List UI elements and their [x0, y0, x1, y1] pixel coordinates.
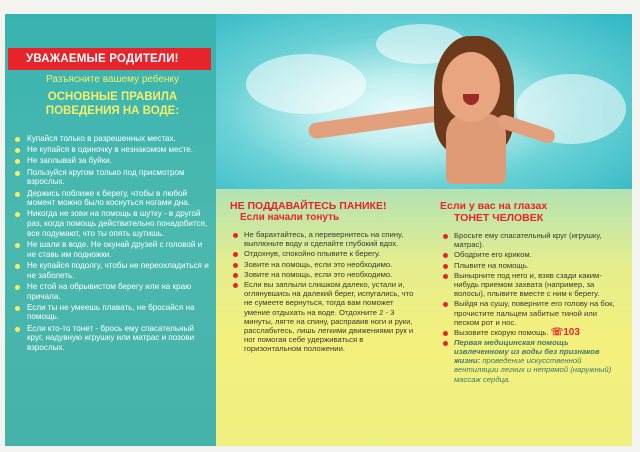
list-item: [440, 338, 618, 383]
list-item: [440, 250, 618, 259]
drowning-subheading: Если начали тонуть: [240, 212, 340, 223]
bullet-icon: [443, 253, 448, 258]
list-item: [13, 168, 211, 187]
bullet-icon: [233, 252, 238, 257]
girl-face: [442, 52, 500, 122]
bullet-icon: [15, 148, 20, 153]
bullet-icon: [15, 243, 20, 248]
bullet-icon: [443, 341, 448, 346]
item-text: Отдохнув, спокойно плывите к берегу.: [244, 249, 381, 259]
item-text: Бросьте ему спасательный круг (игрушку, матрас).: [454, 231, 602, 250]
panic-section: [230, 200, 415, 354]
ambulance-phone-number: 103: [563, 326, 580, 338]
bullet-icon: [15, 171, 20, 176]
rule-text: Пользуйся кругом только под присмотром взрослых.: [27, 167, 185, 187]
rules-list: [13, 134, 211, 354]
rule-text: Не заплывай за буйки.: [27, 156, 113, 166]
list-item: [440, 261, 618, 270]
first-aid-text: проведение искусственной вентиляции легких и непрямой (наружный) массаж сердца.: [454, 356, 612, 384]
bullet-icon: [443, 264, 448, 269]
intro-text: Разъясните вашему ребенку: [45, 74, 180, 85]
bullet-icon: [15, 137, 20, 142]
rule-text: Не купайся в одиночку в незнакомом месте.: [27, 145, 193, 155]
list-item: [440, 299, 618, 326]
panic-list: [230, 230, 415, 353]
bullet-icon: [443, 234, 448, 239]
list-item: [230, 270, 415, 279]
bullet-icon: [233, 263, 238, 268]
rescue-section: [440, 200, 618, 385]
item-text: Зовите на помощь, если это необходимо.: [244, 259, 393, 269]
item-text: Плывите на помощь.: [454, 260, 529, 270]
panic-heading: НЕ ПОДДАВАЙТЕСЬ ПАНИКЕ!: [230, 200, 387, 212]
bullet-icon: [15, 327, 20, 332]
item-text: Зовите на помощь, если это необходимо.: [244, 269, 393, 279]
bullet-icon: [15, 212, 20, 217]
rule-text: Не стой на обрывистом берегу или на краю причала.: [27, 281, 192, 301]
rule-text: Если кто-то тонет - брось ему спасательный круг, надувную игрушку или матрас и позови взрослых.: [27, 323, 195, 353]
rule-text: Купайся только в разрешенных местах.: [27, 134, 176, 143]
phone-icon: ☏: [550, 326, 564, 338]
rule-text: Не шали в воде. Не окунай друзей с головой и не ставь им подножки.: [27, 240, 203, 259]
bullet-icon: [233, 283, 238, 288]
rules-title: [15, 90, 210, 118]
list-item: [13, 209, 211, 238]
rules-title-line-2: ПОВЕДЕНИЯ НА ВОДЕ:: [45, 105, 180, 117]
list-item: [13, 240, 211, 259]
bullet-icon: [443, 302, 448, 307]
rule-text: Никогда не зови на помощь в шутку - в другой раз, когда помощь действительно понадобится, все подумают, что ты опять шутишь.: [27, 209, 208, 238]
list-item: [13, 324, 211, 353]
call-ambulance-text: Вызовите скорую помощь.: [454, 327, 549, 337]
list-item: [230, 260, 415, 269]
parents-banner: УВАЖАЕМЫЕ РОДИТЕЛИ!: [8, 48, 211, 70]
list-item: [13, 134, 211, 144]
list-item: [13, 261, 211, 280]
list-item: [13, 282, 211, 301]
list-item: [440, 328, 618, 337]
item-text: Вынырните под него и, взяв сзади каким-нибудь приемом захвата (например, за волосы), плывите вместе с ним к берегу.: [454, 270, 602, 299]
bullet-icon: [15, 159, 20, 164]
bullet-icon: [15, 306, 20, 311]
bullet-icon: [15, 285, 20, 290]
bullet-icon: [443, 274, 448, 279]
rescue-list: [440, 231, 618, 384]
bullet-icon: [233, 233, 238, 238]
first-aid-heading: Первая медицинская помощь извлеченному из воды без признаков жизни:: [454, 338, 600, 366]
leaflet-sheet: [5, 14, 632, 446]
bullet-icon: [15, 264, 20, 269]
list-item: [13, 303, 211, 322]
drowning-person-heading: ТОНЕТ ЧЕЛОВЕК: [454, 212, 544, 224]
water-splash: [246, 54, 366, 114]
item-text: Выйдя на сушу, поверните его голову на бок, прочистите пальцем забитые тиной или песком рот и нос.: [454, 299, 615, 327]
item-text: Если вы заплыли слишком далеко, устали и, оглянувшись на далекий берег, испугались, что не сумеете вернуться, тогда вам поможет умение отдыхать на воде. Отдохните 2 - 3 минуты, лягте на спину, расправив ноги и руки, расслабьтесь, лишь легкими движениями рук и ног помогая себе удерживаться в горизонтальном положении.: [244, 280, 414, 353]
rules-title-line-1: ОСНОВНЫЕ ПРАВИЛА: [47, 91, 178, 103]
item-text: Ободрите его криком.: [454, 250, 532, 260]
list-item: [230, 280, 415, 353]
bullet-icon: [443, 331, 448, 336]
rescue-heading: Если у вас на глазах: [440, 200, 548, 212]
swimming-girl-photo: [216, 14, 632, 189]
list-item: [13, 156, 211, 166]
bullet-icon: [233, 273, 238, 278]
rule-text: Держись поближе к берегу, чтобы в любой момент можно было коснуться ногами дна.: [27, 188, 191, 208]
list-item: [230, 249, 415, 258]
list-item: [440, 231, 618, 249]
rule-text: Не купайся подолгу, чтобы не переохладиться и не заболеть.: [27, 260, 209, 280]
item-text: Не барахтайтесь, а перевернитесь на спину, выплюньте воду и сделайте глубокий вдох.: [244, 230, 404, 249]
list-item: [230, 230, 415, 248]
left-panel: [5, 14, 216, 446]
bullet-icon: [15, 192, 20, 197]
list-item: [440, 271, 618, 298]
rule-text: Если ты не умеешь плавать, не бросайся на помощь.: [27, 302, 195, 322]
list-item: [13, 189, 211, 208]
list-item: [13, 145, 211, 155]
